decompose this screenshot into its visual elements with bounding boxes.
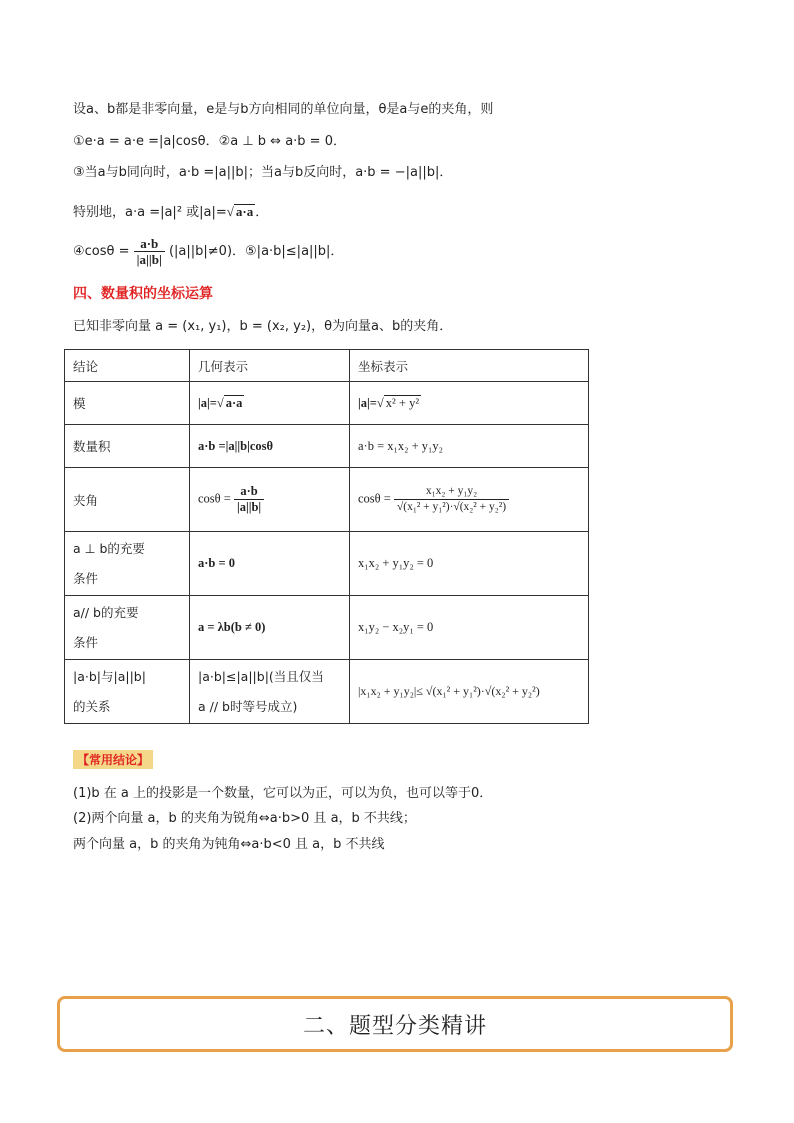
conclusion-1: (1)b 在 a 上的投影是一个数量，它可以为正，可以为负，也可以等于0．	[73, 786, 493, 801]
relation-label-line1: |a·b|与|a||b|	[73, 668, 146, 684]
angle-geo-numerator: a·b	[234, 484, 264, 500]
table-row	[65, 425, 589, 468]
coordinate-table	[64, 349, 589, 724]
property-3: ③当a与b同向时，a·b =|a||b|；当a与b反向时，a·b = −|a||b|．	[73, 165, 453, 180]
property-4-suffix: (|a||b|≠0)．⑤|a·b|≤|a||b|．	[168, 244, 344, 259]
angle-coord-numerator: x₁x₂ + y₁y₂	[394, 484, 509, 500]
angle-coord-fraction	[394, 484, 509, 515]
table-header-row	[65, 350, 589, 382]
magnitude-coord-prefix: |a|=	[358, 396, 377, 410]
angle-coord-prefix: cosθ =	[358, 491, 391, 506]
section-title-box	[57, 996, 733, 1052]
conclusion-3: 两个向量 a，b 的夹角为钝角⇔a·b<0 且 a，b 不共线	[73, 837, 385, 852]
special-case-text: 特别地，a·a =|a|² 或|a|=	[73, 205, 227, 220]
cell-magnitude-label: 模	[65, 382, 190, 425]
cell-angle-coordinate	[350, 468, 589, 532]
parallel-label-line2: 条件	[73, 634, 99, 650]
table-intro: 已知非零向量 a = (x₁, y₁)，b = (x₂, y₂)，θ为向量a、b的夹角．	[73, 319, 453, 334]
cell-parallel-label	[65, 596, 190, 660]
angle-geo-prefix: cosθ =	[198, 491, 231, 506]
cell-relation-label	[65, 660, 190, 724]
table-row	[65, 660, 589, 724]
common-conclusions-tag: 【常用结论】	[73, 750, 153, 769]
property-4-denominator: |a||b|	[136, 252, 162, 267]
cell-dot-label: 数量积	[65, 425, 190, 468]
cell-angle-label: 夹角	[65, 468, 190, 532]
property-1-2: ①e·a = a·e =|a|cosθ．②a ⊥ b ⇔ a·b = 0．	[73, 134, 346, 149]
parallel-label-line1: a// b的充要	[73, 604, 139, 620]
cell-perp-label	[65, 532, 190, 596]
cell-relation-geometric	[190, 660, 350, 724]
cell-relation-coordinate: |x₁x₂ + y₁y₂|≤ √(x₁² + y₁²)·√(x₂² + y₂²)	[350, 660, 589, 724]
angle-geo-fraction	[234, 484, 264, 515]
cell-perp-coordinate: x₁x₂ + y₁y₂ = 0	[350, 532, 589, 596]
section-title: 二、题型分类精讲	[302, 1013, 487, 1039]
special-case: 特别地，a·a =|a|² 或|a|=√ a·a ．	[73, 204, 269, 220]
property-4-prefix: ④cosθ =	[73, 244, 130, 259]
table-row	[65, 596, 589, 660]
header-conclusion: 结论	[65, 350, 190, 382]
cell-magnitude-coordinate: |a|=√ x² + y²	[350, 382, 589, 425]
table-row	[65, 532, 589, 596]
table-row	[65, 382, 589, 425]
header-geometric: 几何表示	[190, 350, 350, 382]
property-4-fraction	[134, 236, 165, 267]
cell-dot-coordinate: a·b = x₁x₂ + y₁y₂	[350, 425, 589, 468]
cell-dot-geometric: a·b =|a||b|cosθ	[190, 425, 350, 468]
intro-line-1: 设a、b都是非零向量，e是与b方向相同的单位向量，θ是a与e的夹角，则	[73, 102, 494, 117]
relation-geo-line1: |a·b|≤|a||b|(当且仅当	[198, 668, 324, 684]
cell-perp-geometric: a·b = 0	[190, 532, 350, 596]
angle-coord-denominator: √(x₁² + y₁²)·√(x₂² + y₂²)	[396, 501, 507, 513]
relation-geo-line2: a // b时等号成立)	[198, 698, 298, 714]
magnitude-geo-prefix: |a|=	[198, 396, 217, 410]
perp-label-line1: a ⊥ b的充要	[73, 540, 145, 556]
angle-geo-denominator: |a||b|	[236, 500, 262, 514]
cell-magnitude-geometric: |a|=√ a·a	[190, 382, 350, 425]
conclusion-2: (2)两个向量 a，b 的夹角为锐角⇔a·b>0 且 a，b 不共线；	[73, 811, 416, 826]
property-4-5	[73, 236, 343, 267]
relation-label-line2: 的关系	[73, 698, 111, 714]
cell-angle-geometric	[190, 468, 350, 532]
magnitude-geo-radicand: a·a	[225, 396, 243, 410]
special-case-radicand: a·a	[235, 204, 254, 219]
property-4-numerator: a·b	[134, 236, 165, 252]
section-heading: 四、数量积的坐标运算	[73, 286, 213, 302]
table-row	[65, 468, 589, 532]
header-coordinate: 坐标表示	[350, 350, 589, 382]
perp-label-line2: 条件	[73, 570, 99, 586]
magnitude-coord-radicand: x² + y²	[385, 396, 420, 410]
cell-parallel-geometric: a = λb(b ≠ 0)	[190, 596, 350, 660]
cell-parallel-coordinate: x₁y₂ − x₂y₁ = 0	[350, 596, 589, 660]
